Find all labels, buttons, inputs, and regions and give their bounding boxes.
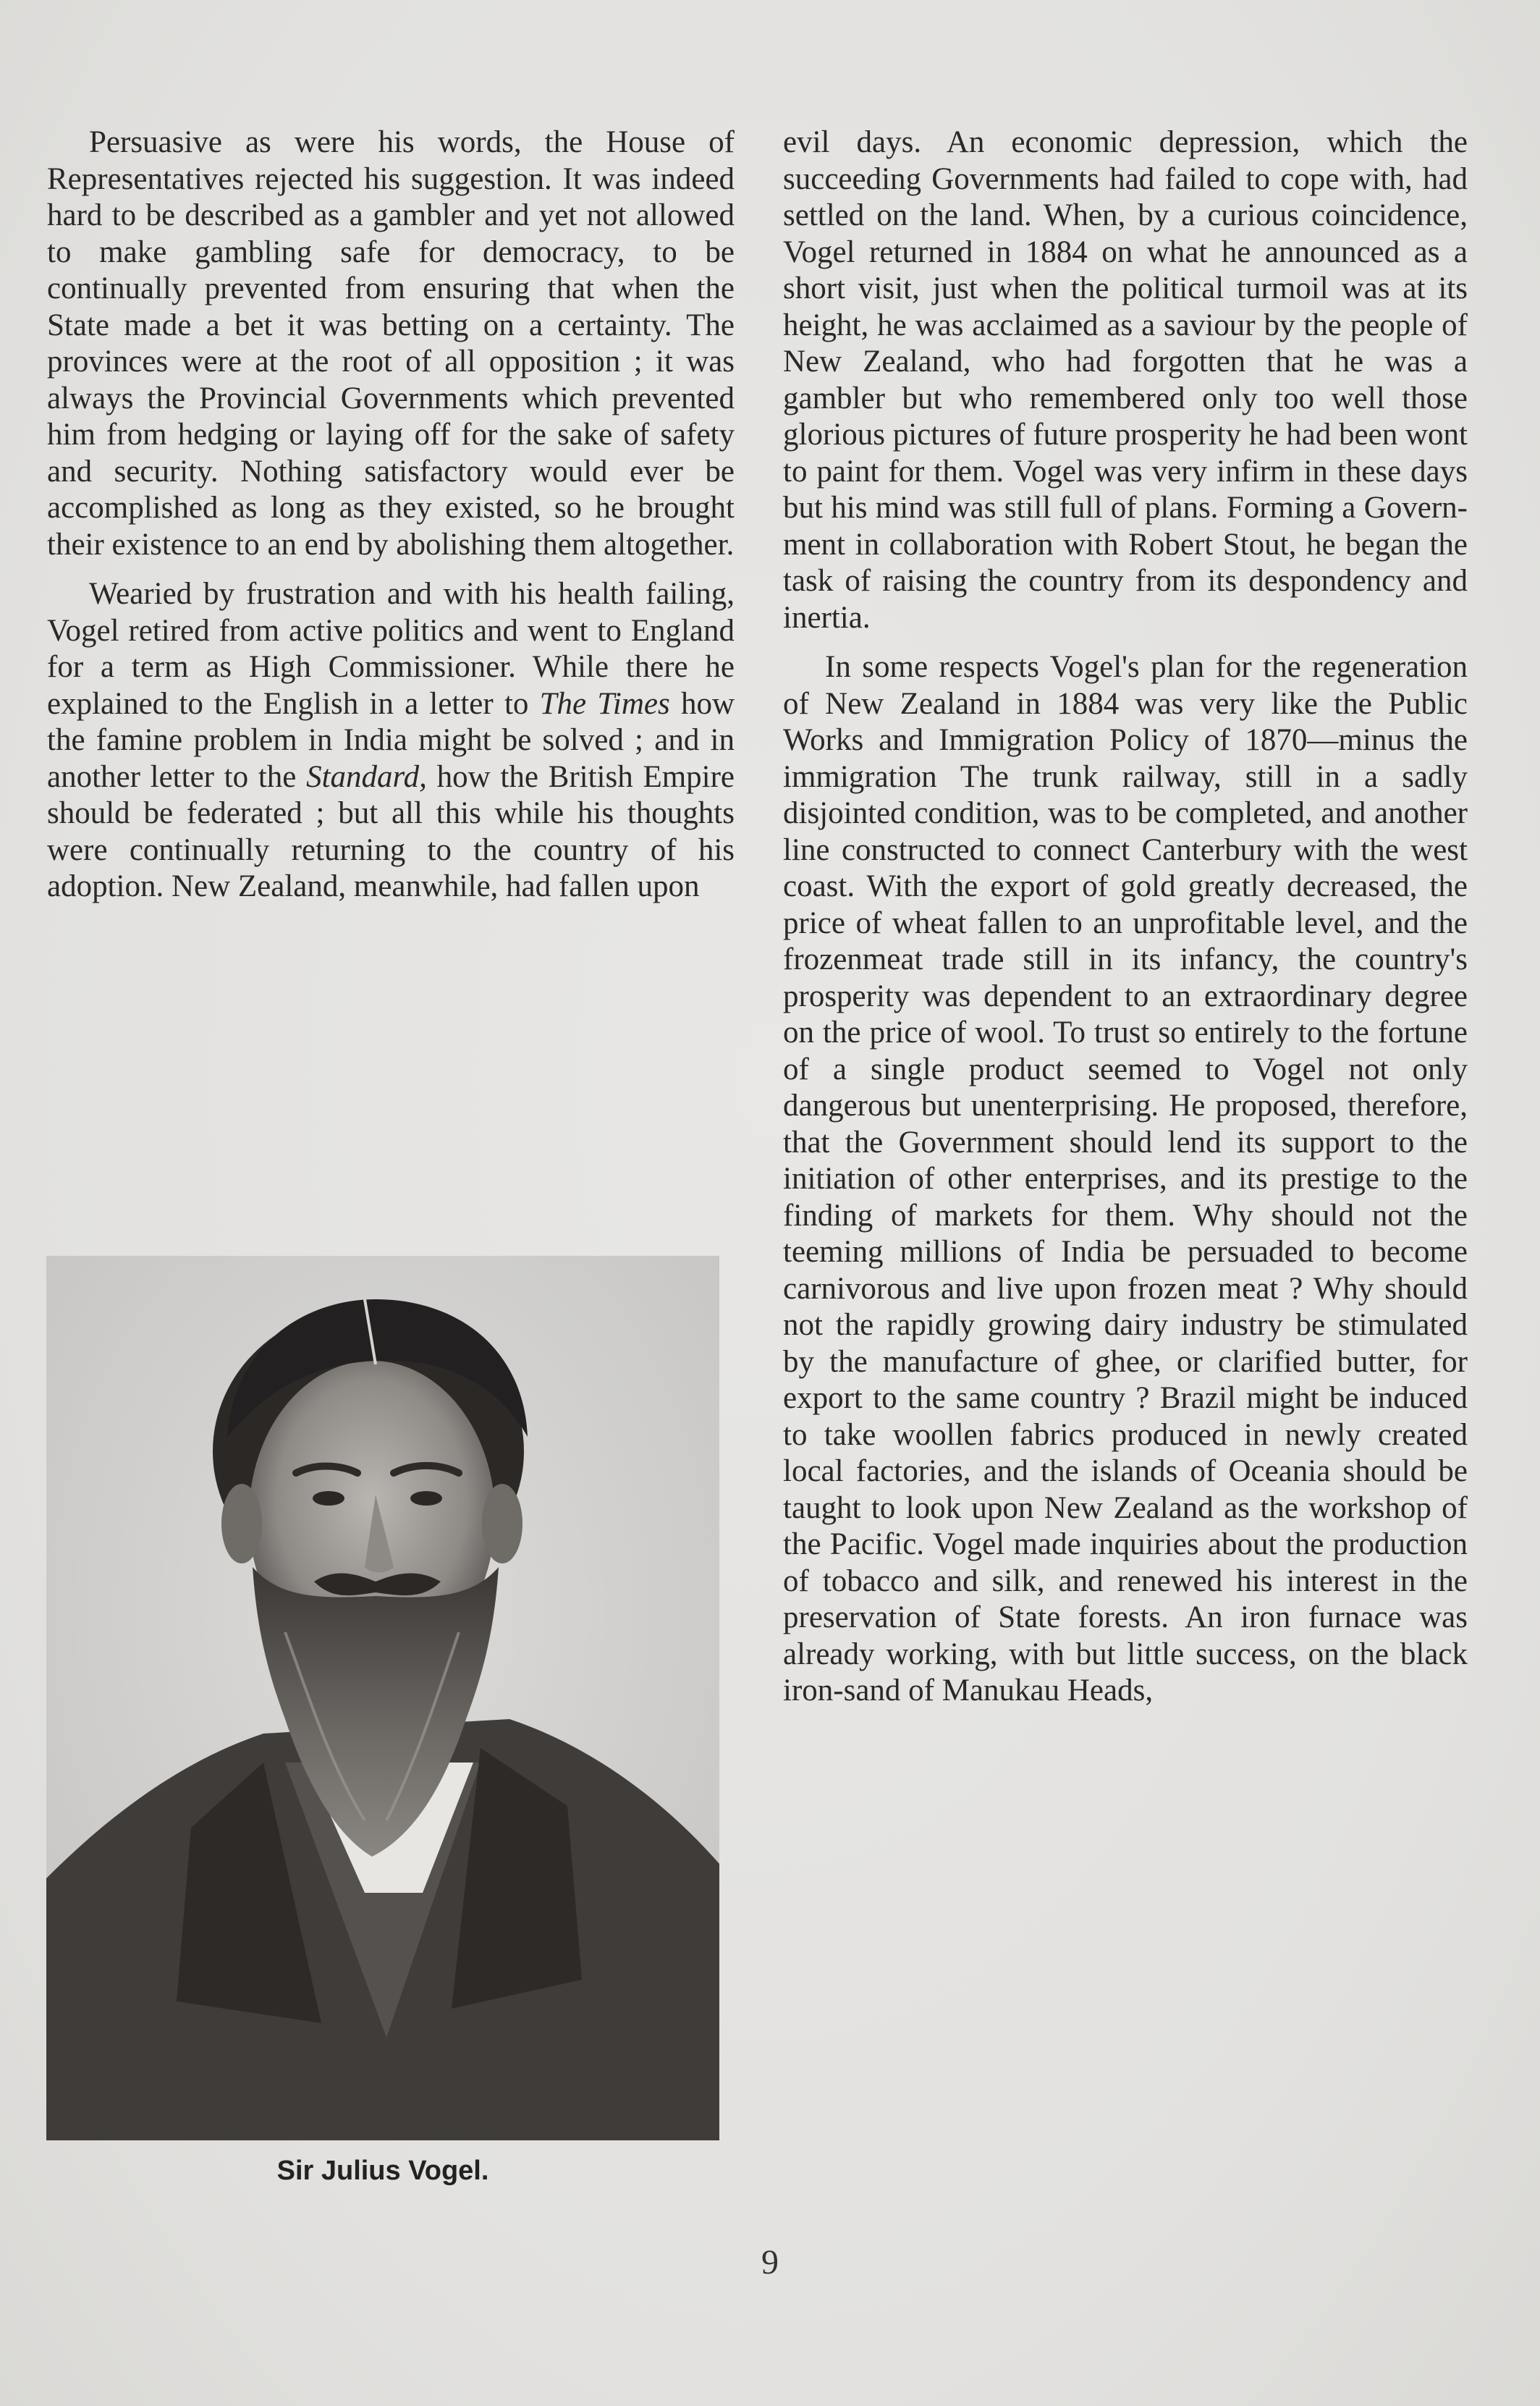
left-text-column [47,124,735,906]
right-text-column [783,124,1468,1710]
paragraph [47,576,735,906]
figure-caption: Sir Julius Vogel. [276,2156,489,2186]
newspaper-title: Standard, [306,759,427,794]
paragraph-text: how the famine problem in India might be solved ; and in another letter to the [47,686,735,794]
portrait-photo [46,1256,719,2140]
paragraph: In some respects Vogel's plan for the regeneration of New Zealand in 1884 was very like the Public Works and Immigration Policy of 1870—minus the immigration The trunk railway, still in a sadly disjointed condition, was to be completed, and another line constructed to connect Canterbury with the west coast. With the export of gold greatly decreased, the price of wheat fallen to an unprofitable level, and the frozenmeat trade still in its infancy, the country's prosperity was dependent to an extraordinary degree on the price of wool. To trust so entirely to the fortune of a single product seemed to Vogel not only dangerous but unenterprising. He proposed, therefore, that the Government should lend its support to the initiation of other enterprises, and its prestige to the finding of markets for them. Why should not the teeming millions of India be persuaded to become carnivorous and live upon frozen meat ? Why should not the rapidly growing dairy industry be stimulated by the manufacture of ghee, or clarified butter, for export to the same country ? Brazil might be induced to take woollen fabrics produced in newly created local factories, and the islands of Oceania should be taught to look upon New Zealand as the workshop of the Pacific. Vogel made inquiries about the production of tobacco and silk, and renewed his interest in the preservation of State forests. An iron furnace was already working, with but little success, on the black iron-sand of Manukau Heads, [783,650,1468,1708]
paragraph: Persuasive as were his words, the House of Representatives rejected his suggestion. It was indeed hard to be described as a gambler and yet not allowed to make gambling safe for democracy, to be continually prevented from ensuring that when the State made a bet it was betting on a certainty. The provinces were at the root of all opposition ; it was always the Provincial Governments which prevented him from hedging or laying off for the sake of safety and security. Nothing satisfactory would ever be accomplished as long as they existed, so he brought their existence to an end by abolishing them altogether. [47,125,735,562]
paragraph: evil days. An economic depression, which the succeeding Governments had failed to cope with, had settled on the land. When, by a curious coincidence, Vogel returned in 1884 on what he announced as a short visit, just when the political turmoil was at its height, he was acclaimed as a saviour by the people of New Zealand, who had forgotten that he was a gambler but who remembered only too well those glorious pictures of future prosperity he had been wont to paint for them. Vogel was very infirm in these days but his mind was still full of plans. Forming a Government in collaboration with Robert Stout, he began the task of raising the country from its despondency and inertia. [783,125,1468,635]
portrait-illustration [46,1256,719,2140]
paragraph-text: Wearied by frustration and with his health failing, Vogel retired from active politics and went to England for a term as High Commissioner. While there he explained to the English in a letter to [47,577,735,721]
paragraph-text: how the British Empire should be federated ; but all this while his thoughts were continually returning to the country of his adoption. New Zealand, meanwhile, had fallen upon [47,759,735,903]
page-number: 9 [761,2243,779,2282]
newspaper-title: The Times [539,686,670,721]
